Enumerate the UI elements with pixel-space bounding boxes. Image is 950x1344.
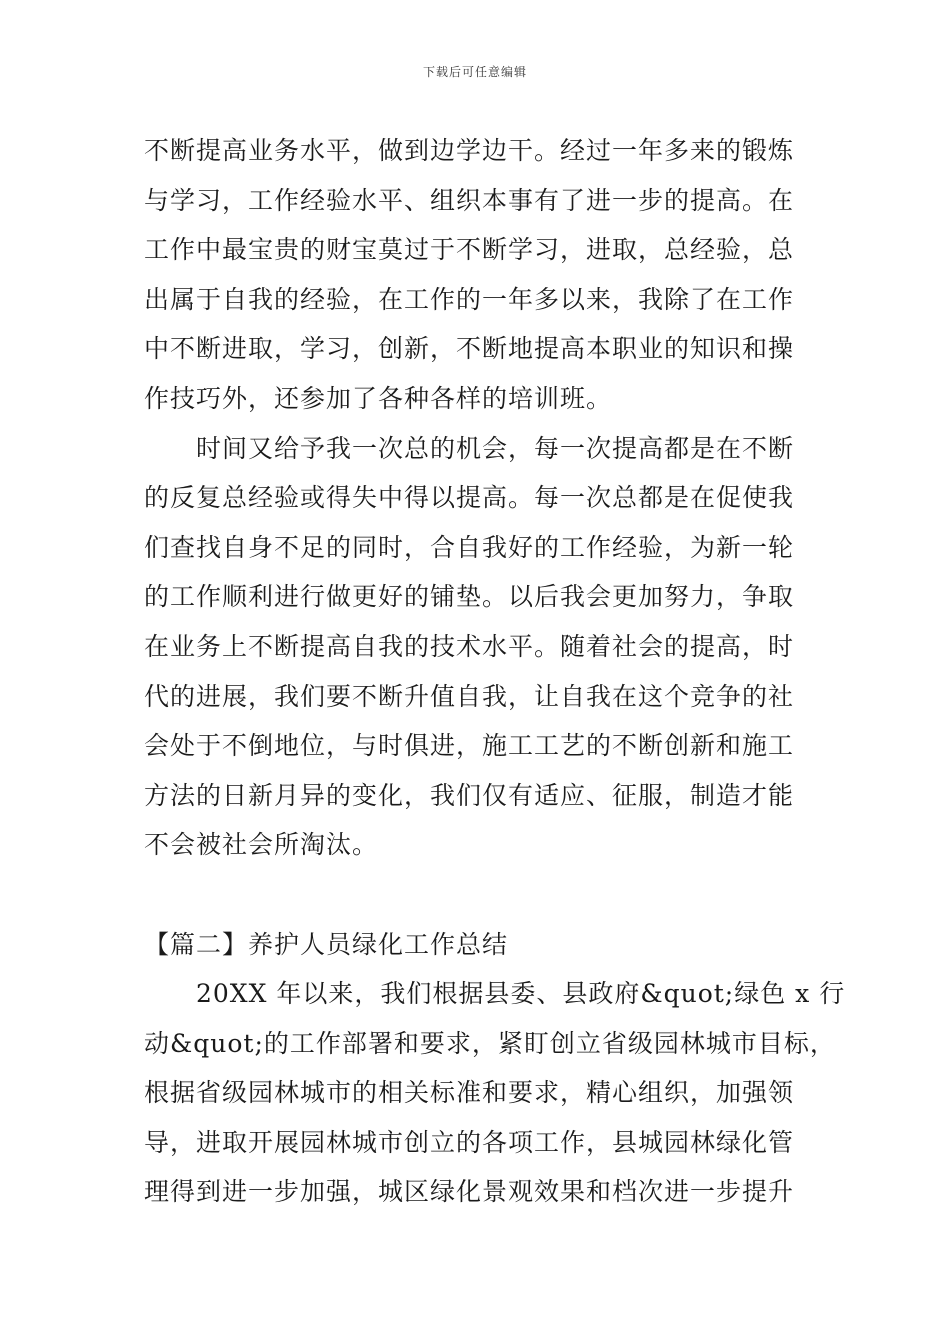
text-line: 的工作顺利进行做更好的铺垫。以后我会更加努力，争取 [144, 582, 795, 612]
paragraph-2 [144, 424, 824, 870]
paragraph-3 [144, 969, 846, 1217]
text-line: 会处于不倒地位，与时俱进，施工工艺的不断创新和施工 [144, 731, 795, 761]
header-note: 下载后可任意编辑 [422, 65, 527, 79]
paragraph-1 [144, 126, 824, 424]
text-line: 在业务上不断提高自我的技术水平。随着社会的提高，时 [144, 631, 795, 661]
text-line: 的反复总经验或得失中得以提高。每一次总都是在促使我 [144, 483, 795, 513]
text-line: 中不断进取，学习，创新，不断地提高本职业的知识和操 [144, 334, 795, 364]
text-line: 动&quot;的工作部署和要求，紧盯创立省级园林城市目标， [144, 1028, 836, 1058]
text-line: 根据省级园林城市的相关标准和要求，精心组织，加强领 [144, 1078, 795, 1108]
text-line: 20XX 年以来，我们根据县委、县政府&quot;绿色 x 行 [196, 979, 846, 1009]
section-title: 【篇二】养护人员绿化工作总结 [144, 929, 509, 959]
blank-line [144, 870, 824, 920]
text-line: 不断提高业务水平，做到边学边干。经过一年多来的锻炼 [144, 136, 795, 165]
text-line: 出属于自我的经验，在工作的一年多以来，我除了在工作 [144, 284, 795, 314]
text-line: 与学习，工作经验水平、组织本事有了进一步的提高。在 [144, 185, 795, 215]
text-line: 方法的日新月异的变化，我们仅有适应、征服，制造才能 [144, 780, 795, 810]
text-line: 作技巧外，还参加了各种各样的培训班。 [144, 383, 613, 413]
text-line: 们查找自身不足的同时，合自我好的工作经验，为新一轮 [144, 532, 795, 562]
text-line: 代的进展，我们要不断升值自我，让自我在这个竞争的社 [144, 681, 795, 711]
text-line: 导，进取开展园林城市创立的各项工作，县城园林绿化管 [144, 1127, 795, 1157]
text-line: 理得到进一步加强，城区绿化景观效果和档次进一步提升 [144, 1177, 795, 1207]
text-line: 时间又给予我一次总的机会，每一次提高都是在不断 [196, 433, 795, 463]
text-line: 工作中最宝贵的财宝莫过于不断学习，进取，总经验，总 [144, 235, 795, 265]
text-line: 不会被社会所淘汰。 [144, 830, 379, 860]
body-text [144, 126, 846, 1217]
